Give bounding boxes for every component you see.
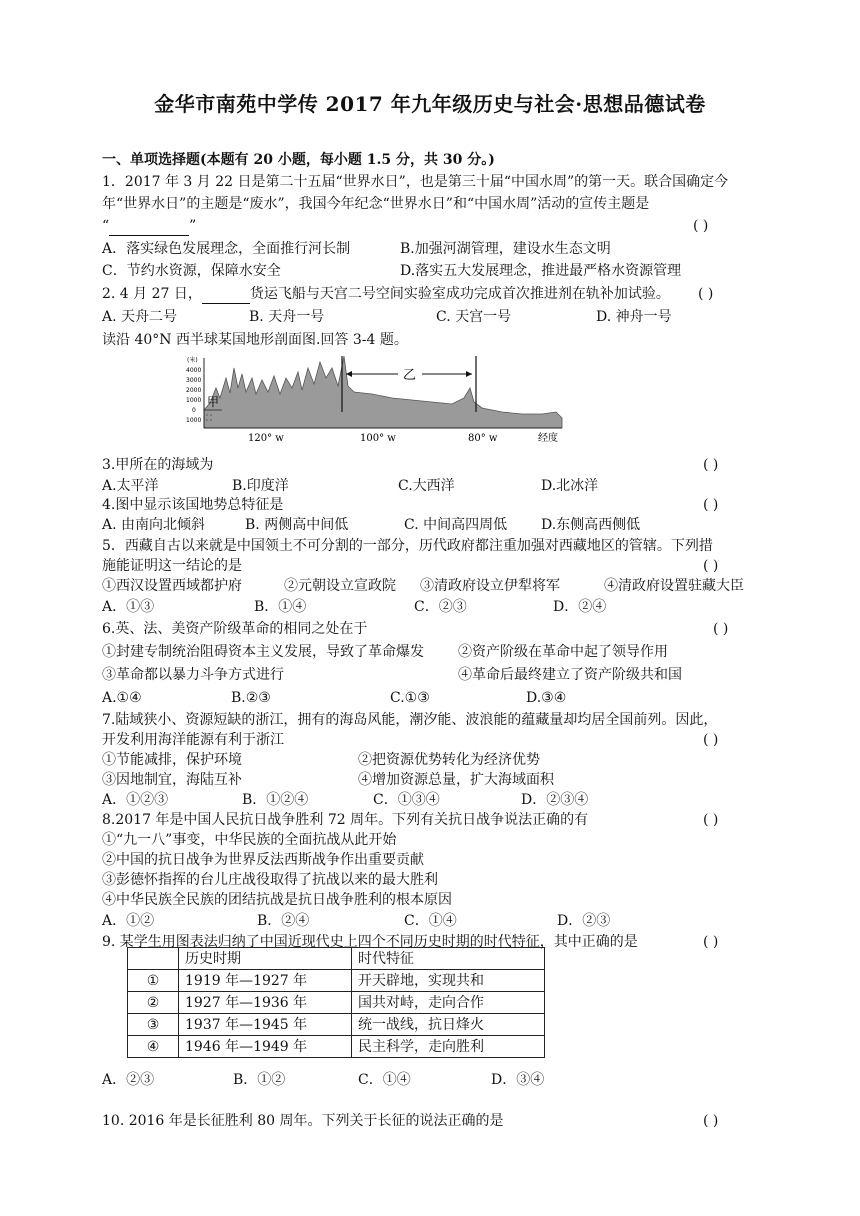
q8-statement-1: ①“九一八”事变，中华民族的全面抗战从此开始: [102, 832, 397, 848]
q9-option-a: A．②③: [102, 1072, 155, 1088]
q7-option-d: D．②③④: [521, 792, 589, 808]
table-cell: 1946 年—1949 年: [179, 1036, 352, 1058]
x-tick-80w: 80° w: [468, 433, 498, 444]
q6-option-a: A.①④: [102, 690, 142, 706]
section-heading: 一、单项选择题(本题有 20 小题，每小题 1.5 分，共 30 分。): [102, 152, 495, 168]
q1-quote-open: “: [102, 218, 110, 234]
q7-stem-line1: 7.陆域狭小、资源短缺的浙江，拥有的海岛风能，潮汐能、波浪能的蕴藏量却均居全国前列。因此，: [102, 712, 718, 728]
q1-quote-close: ”: [189, 218, 197, 234]
table-cell: [128, 948, 179, 970]
table-header-feature: 时代特征: [352, 948, 545, 970]
q3-option-c: C.大西洋: [398, 478, 455, 494]
q2-option-d: D. 神舟一号: [596, 309, 672, 325]
q8-stem: 8.2017 年是中国人民抗日战争胜利 72 周年。下列有关抗日战争说法正确的有: [102, 812, 589, 828]
q3-option-b: B.印度洋: [232, 478, 289, 494]
q1-option-a: A．落实绿色发展理念，全面推行河长制: [102, 241, 351, 257]
q7-option-b: B．①②④: [242, 792, 309, 808]
q8-statement-3: ③彭德怀指挥的台儿庄战役取得了抗战以来的最大胜利: [102, 872, 438, 888]
q8-answer-bracket[interactable]: ( ): [703, 812, 719, 828]
q5-option-c: C．②③: [414, 599, 467, 615]
table-cell: 统一战线，抗日烽火: [352, 1014, 545, 1036]
x-tick-100w: 100° w: [360, 433, 396, 444]
table-cell: 民主科学，走向胜利: [352, 1036, 545, 1058]
q9-stem: 9. 某学生用图表法归纳了中国近现代史上四个不同历史时期的时代特征，其中正确的是: [102, 934, 638, 950]
q1-stem-line3: [102, 216, 196, 236]
x-axis-label: 经度: [538, 433, 558, 444]
q4-answer-bracket[interactable]: ( ): [703, 497, 719, 513]
q9-history-table: [127, 947, 545, 1058]
y-tick-3000: 3000: [186, 377, 202, 384]
q7-statement-4: ④增加资源总量，扩大海域面积: [358, 772, 554, 788]
label-jia: 甲: [207, 395, 220, 409]
q4-stem: 4.图中显示该国地势总特征是: [102, 497, 284, 513]
table-cell: 国共对峙，走向合作: [352, 992, 545, 1014]
table-cell: ①: [128, 970, 179, 992]
q5-statement-1: ①西汉设置西域都护府: [102, 578, 242, 594]
table-cell: 1919 年—1927 年: [179, 970, 352, 992]
q8-option-a: A．①②: [102, 913, 155, 929]
table-cell: 开天辟地，实现共和: [352, 970, 545, 992]
q6-option-b: B.②③: [231, 690, 271, 706]
q9-answer-bracket[interactable]: ( ): [703, 934, 719, 950]
q1-stem-line2: 年“世界水日”的主题是“废水”，我国今年纪念“世界水日”和“中国水周”活动的宣传主题是: [102, 196, 650, 212]
y-tick-neg1000: 1000: [186, 417, 202, 424]
table-header-row: [128, 948, 545, 970]
q8-statement-2: ②中国的抗日战争为世界反法西斯战争作出重要贡献: [102, 852, 424, 868]
q3-stem: 3.甲所在的海域为: [102, 457, 214, 473]
q2-answer-blank[interactable]: [202, 303, 250, 304]
q8-option-b: B．②④: [257, 913, 310, 929]
q10-stem: 10. 2016 年是长征胜利 80 周年。下列关于长征的说法正确的是: [102, 1113, 504, 1129]
y-tick-2000: 2000: [186, 387, 202, 394]
q6-statement-3: ③革命都以暴力斗争方式进行: [102, 667, 284, 683]
q1-answer-bracket[interactable]: ( ): [693, 218, 709, 234]
q6-stem: 6.英、法、美资产阶级革命的相同之处在于: [102, 621, 368, 637]
q5-statement-4: ④清政府设置驻藏大臣: [604, 578, 744, 594]
q7-answer-bracket[interactable]: ( ): [703, 732, 719, 748]
q3-option-a: A.太平洋: [102, 478, 159, 494]
q7-statement-3: ③因地制宜，海陆互补: [102, 772, 242, 788]
q2-stem-part2: 货运飞船与天宫二号空间实验室成功完成首次推进剂在轨补加试验。: [249, 286, 670, 302]
table-cell: ④: [128, 1036, 179, 1058]
q5-statement-3: ③清政府设立伊犁将军: [420, 578, 560, 594]
table-cell: ③: [128, 1014, 179, 1036]
q9-option-d: D．③④: [491, 1072, 545, 1088]
q10-answer-bracket[interactable]: ( ): [703, 1113, 719, 1129]
q5-stem-line1: 5．西藏自古以来就是中国领土不可分割的一部分，历代政府都注重加强对西藏地区的管辖。下列措: [102, 538, 713, 554]
figure-instruction: 读沿 40°N 西半球某国地形剖面图.回答 3-4 题。: [102, 332, 408, 348]
q6-statement-4: ④革命后最终建立了资产阶级共和国: [458, 667, 682, 683]
q5-answer-bracket[interactable]: ( ): [703, 558, 719, 574]
q5-option-d: D．②④: [553, 599, 607, 615]
y-tick-1000: 1000: [186, 397, 202, 404]
q6-option-c: C.①③: [390, 690, 430, 706]
q3-answer-bracket[interactable]: ( ): [703, 457, 719, 473]
q8-option-d: D．②③: [557, 913, 611, 929]
q3-option-d: D.北冰洋: [541, 478, 599, 494]
q4-option-a: A. 由南向北倾斜: [102, 517, 206, 533]
q4-option-b: B. 两侧高中间低: [245, 517, 349, 533]
q8-option-c: C．①④: [404, 913, 457, 929]
q9-option-b: B．①②: [233, 1072, 286, 1088]
q5-stem-line2: 施能证明这一结论的是: [102, 558, 242, 574]
q6-statement-2: ②资产阶级在革命中起了领导作用: [458, 644, 668, 660]
q5-option-a: A．①③: [102, 599, 155, 615]
terrain-profile-figure: [182, 348, 572, 444]
y-axis-unit: (米): [187, 357, 198, 364]
q6-answer-bracket[interactable]: ( ): [713, 621, 729, 637]
q5-option-b: B．①④: [254, 599, 307, 615]
table-row: [128, 992, 545, 1014]
q4-option-d: D.东侧高西侧低: [541, 517, 641, 533]
table-row: [128, 1014, 545, 1036]
table-cell: 1927 年—1936 年: [179, 992, 352, 1014]
label-yi: 乙: [403, 368, 417, 383]
table-cell: 1937 年—1945 年: [179, 1014, 352, 1036]
q2-stem: [102, 284, 670, 304]
q5-statement-2: ②元朝设立宣政院: [284, 578, 396, 594]
q6-statement-1: ①封建专制统治阻碍资本主义发展，导致了革命爆发: [102, 644, 424, 660]
q7-option-c: C．①③④: [373, 792, 440, 808]
q2-option-b: B. 天舟一号: [249, 309, 325, 325]
x-tick-120w: 120° w: [248, 433, 284, 444]
table-header-period: 历史时期: [179, 948, 352, 970]
q7-statement-2: ②把资源优势转化为经济优势: [358, 752, 540, 768]
q2-answer-bracket[interactable]: ( ): [698, 286, 714, 302]
q2-option-c: C. 天宫一号: [436, 309, 512, 325]
q2-option-a: A. 天舟二号: [102, 309, 178, 325]
q1-option-b: B.加强河湖管理，建设水生态文明: [400, 241, 611, 257]
q7-option-a: A．①②③: [102, 792, 169, 808]
q1-stem-line1: 1．2017 年 3 月 22 日是第二十五届“世界水日”，也是第三十届“中国水周”的第一天。联合国确定今: [102, 174, 729, 190]
q7-stem-line2: 开发利用海洋能源有利于浙江: [102, 732, 284, 748]
q9-option-c: C．①④: [358, 1072, 411, 1088]
y-tick-0: 0: [192, 407, 196, 414]
table-row: [128, 1036, 545, 1058]
q6-option-d: D.③④: [526, 690, 567, 706]
q1-option-d: D.落实五大发展理念，推进最严格水资源管理: [400, 263, 682, 279]
q2-stem-part1: 2. 4 月 27 日，: [102, 286, 202, 302]
q4-option-c: C. 中间高四周低: [404, 517, 508, 533]
q8-statement-4: ④中华民族全民族的团结抗战是抗日战争胜利的根本原因: [102, 892, 452, 908]
q1-option-c: C．节约水资源，保障水安全: [102, 263, 281, 279]
table-row: [128, 970, 545, 992]
q7-statement-1: ①节能减排，保护环境: [102, 752, 242, 768]
y-tick-4000: 4000: [186, 367, 202, 374]
q1-answer-blank[interactable]: [109, 235, 189, 236]
paper-title: 金华市南苑中学传 2017 年九年级历史与社会·思想品德试卷: [154, 92, 706, 116]
table-cell: ②: [128, 992, 179, 1014]
